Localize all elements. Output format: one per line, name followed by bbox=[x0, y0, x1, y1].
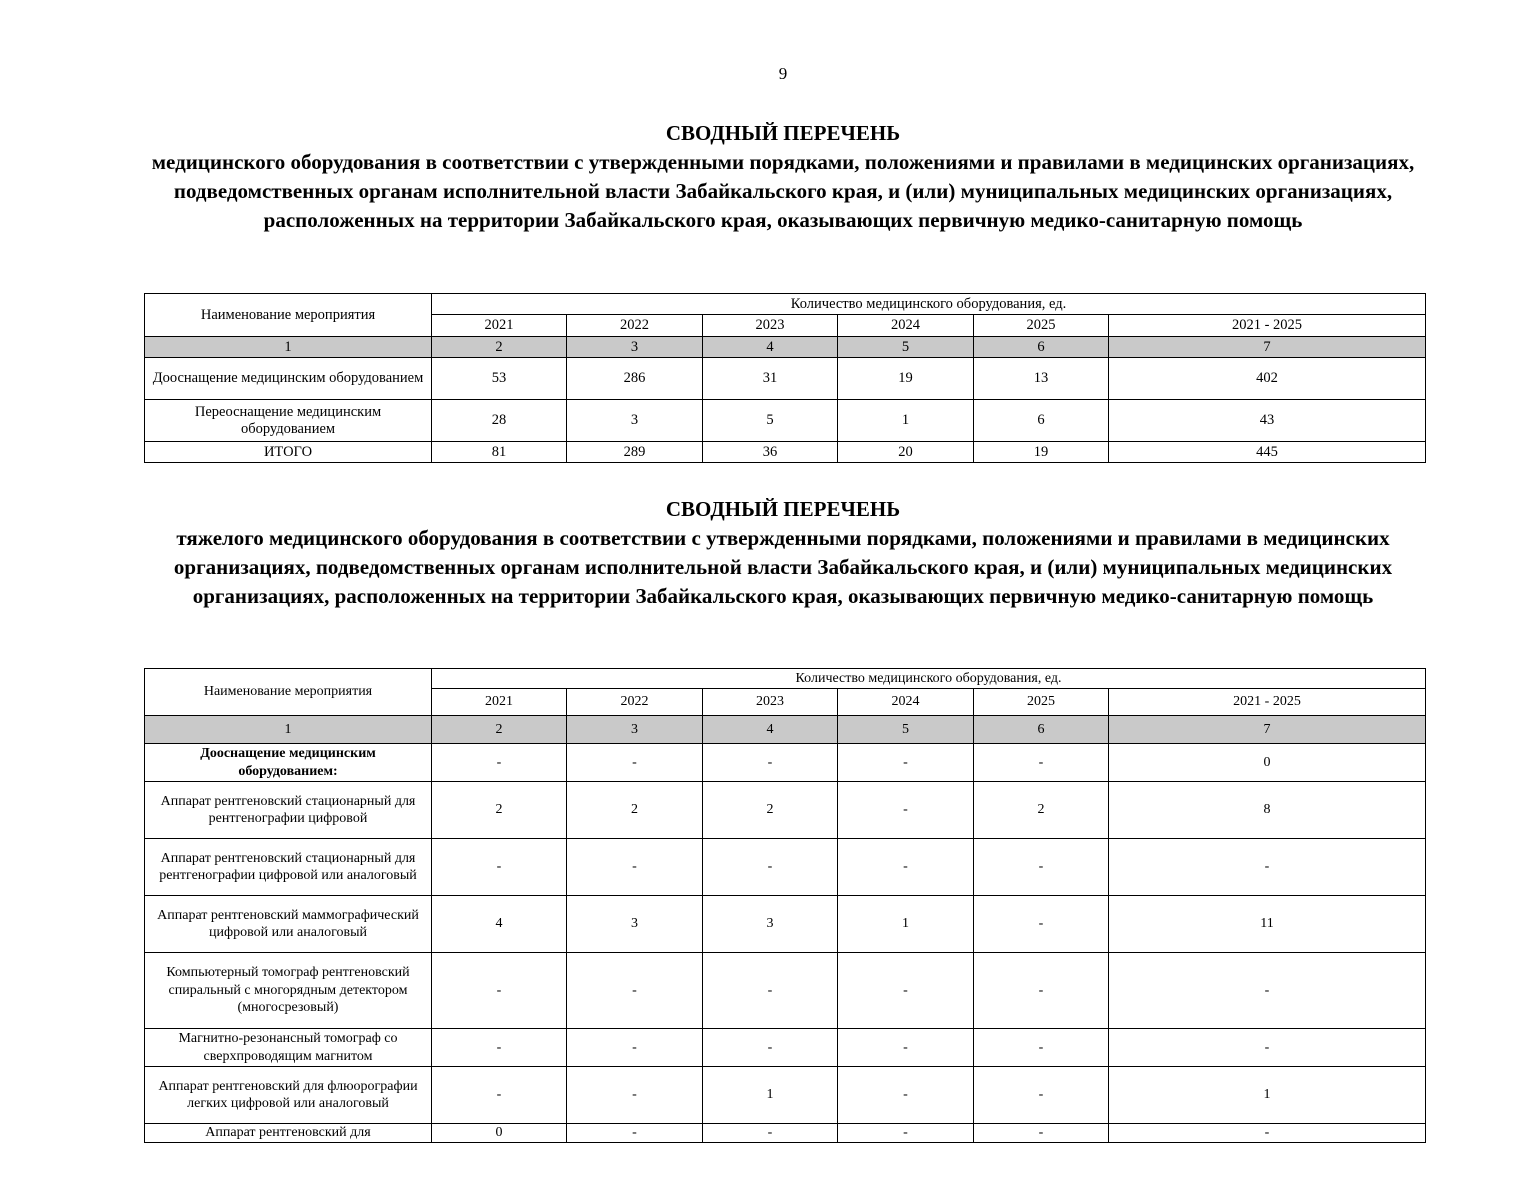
row-name: Аппарат рентгеновский для bbox=[145, 1124, 432, 1143]
year-header: 2021 bbox=[432, 315, 567, 337]
section-1-subtitle: медицинского оборудования в соответствии с утвержденными порядками, положениями и правилами в медицинских организациях, подведомственных органам исполнительной власти Забайкальского края, и (или) муниципальных медицинских организациях, расположенных на территории Забайкальского края, оказывающих первичную медико-санитарную помощь bbox=[151, 150, 1415, 232]
column-number: 5 bbox=[838, 337, 974, 358]
cell-value: 53 bbox=[432, 358, 567, 400]
row-name: Дооснащение медицинским оборудованием bbox=[145, 358, 432, 400]
column-number-row bbox=[145, 337, 1426, 358]
cell-value: 1 bbox=[1109, 1067, 1426, 1124]
cell-value: - bbox=[567, 1029, 703, 1067]
column-number: 6 bbox=[974, 337, 1109, 358]
cell-value: - bbox=[838, 839, 974, 896]
year-header: 2022 bbox=[567, 315, 703, 337]
cell-value: - bbox=[567, 953, 703, 1029]
cell-value: 2 bbox=[703, 782, 838, 839]
cell-value: 1 bbox=[838, 896, 974, 953]
year-header: 2024 bbox=[838, 315, 974, 337]
cell-value: 81 bbox=[432, 442, 567, 463]
column-number: 7 bbox=[1109, 716, 1426, 744]
row-name: Дооснащение медицинским оборудованием: bbox=[145, 744, 432, 782]
column-number: 6 bbox=[974, 716, 1109, 744]
cell-value: - bbox=[432, 1029, 567, 1067]
cell-value: 3 bbox=[567, 400, 703, 442]
cell-value: 4 bbox=[432, 896, 567, 953]
cell-value: 19 bbox=[974, 442, 1109, 463]
name-column-header: Наименование мероприятия bbox=[145, 294, 432, 337]
cell-value: 8 bbox=[1109, 782, 1426, 839]
table-total-row bbox=[145, 442, 1426, 463]
cell-value: - bbox=[838, 1124, 974, 1143]
cell-value: - bbox=[567, 1067, 703, 1124]
column-number: 2 bbox=[432, 716, 567, 744]
cell-value: 445 bbox=[1109, 442, 1426, 463]
table-header-row bbox=[145, 669, 1426, 689]
cell-value: - bbox=[974, 953, 1109, 1029]
cell-value: - bbox=[432, 744, 567, 782]
cell-value: 1 bbox=[703, 1067, 838, 1124]
cell-value: - bbox=[432, 1067, 567, 1124]
cell-value: - bbox=[1109, 1029, 1426, 1067]
year-header: 2024 bbox=[838, 689, 974, 716]
cell-value: 43 bbox=[1109, 400, 1426, 442]
cell-value: 2 bbox=[974, 782, 1109, 839]
equipment-summary-table bbox=[144, 293, 1426, 463]
year-header: 2021 - 2025 bbox=[1109, 689, 1426, 716]
row-name: Аппарат рентгеновский стационарный для рентгенографии цифровой или аналоговый bbox=[145, 839, 432, 896]
table-row bbox=[145, 1029, 1426, 1067]
cell-value: 11 bbox=[1109, 896, 1426, 953]
cell-value: 5 bbox=[703, 400, 838, 442]
table-row bbox=[145, 744, 1426, 782]
cell-value: 0 bbox=[432, 1124, 567, 1143]
column-number: 3 bbox=[567, 716, 703, 744]
cell-value: 31 bbox=[703, 358, 838, 400]
row-name: Магнитно-резонансный томограф со сверхпроводящим магнитом bbox=[145, 1029, 432, 1067]
cell-value: 19 bbox=[838, 358, 974, 400]
column-number: 2 bbox=[432, 337, 567, 358]
year-header: 2025 bbox=[974, 315, 1109, 337]
cell-value: - bbox=[838, 744, 974, 782]
cell-value: - bbox=[838, 1029, 974, 1067]
year-header: 2021 bbox=[432, 689, 567, 716]
cell-value: - bbox=[703, 1124, 838, 1143]
table-header-row bbox=[145, 294, 1426, 315]
cell-value: 6 bbox=[974, 400, 1109, 442]
cell-value: - bbox=[703, 839, 838, 896]
cell-value: - bbox=[432, 839, 567, 896]
cell-value: - bbox=[974, 1067, 1109, 1124]
table-row bbox=[145, 358, 1426, 400]
cell-value: 13 bbox=[974, 358, 1109, 400]
column-number: 4 bbox=[703, 337, 838, 358]
table-row bbox=[145, 1124, 1426, 1143]
cell-value: - bbox=[567, 744, 703, 782]
column-number: 5 bbox=[838, 716, 974, 744]
row-name: Аппарат рентгеновский маммографический цифровой или аналоговый bbox=[145, 896, 432, 953]
row-name: ИТОГО bbox=[145, 442, 432, 463]
row-name: Переоснащение медицинским оборудованием bbox=[145, 400, 432, 442]
row-name: Аппарат рентгеновский для флюорографии легких цифровой или аналоговый bbox=[145, 1067, 432, 1124]
column-number: 3 bbox=[567, 337, 703, 358]
cell-value: 402 bbox=[1109, 358, 1426, 400]
section-2-title: СВОДНЫЙ ПЕРЕЧЕНЬ bbox=[665, 497, 901, 521]
cell-value: - bbox=[567, 839, 703, 896]
cell-value: - bbox=[1109, 1124, 1426, 1143]
cell-value: - bbox=[703, 744, 838, 782]
section-1-heading bbox=[150, 119, 1416, 235]
cell-value: 3 bbox=[703, 896, 838, 953]
cell-value: - bbox=[432, 953, 567, 1029]
heavy-equipment-summary-table bbox=[144, 668, 1426, 1143]
cell-value: - bbox=[1109, 953, 1426, 1029]
table-row bbox=[145, 782, 1426, 839]
column-number: 7 bbox=[1109, 337, 1426, 358]
quantity-header: Количество медицинского оборудования, ед. bbox=[432, 669, 1426, 689]
cell-value: 2 bbox=[432, 782, 567, 839]
cell-value: - bbox=[1109, 839, 1426, 896]
row-name: Аппарат рентгеновский стационарный для рентгенографии цифровой bbox=[145, 782, 432, 839]
year-header: 2023 bbox=[703, 689, 838, 716]
column-number-row bbox=[145, 716, 1426, 744]
cell-value: 28 bbox=[432, 400, 567, 442]
table-row bbox=[145, 896, 1426, 953]
section-1-title: СВОДНЫЙ ПЕРЕЧЕНЬ bbox=[665, 121, 901, 145]
section-2-heading bbox=[150, 495, 1416, 611]
row-name: Компьютерный томограф рентгеновский спиральный с многорядным детектором (многосрезовый) bbox=[145, 953, 432, 1029]
table-row bbox=[145, 953, 1426, 1029]
cell-value: 3 bbox=[567, 896, 703, 953]
cell-value: - bbox=[974, 896, 1109, 953]
cell-value: 286 bbox=[567, 358, 703, 400]
cell-value: - bbox=[974, 744, 1109, 782]
cell-value: 36 bbox=[703, 442, 838, 463]
name-column-header: Наименование мероприятия bbox=[145, 669, 432, 716]
section-2-subtitle: тяжелого медицинского оборудования в соответствии с утвержденными порядками, положениями и правилами в медицинских организациях, подведомственных органам исполнительной власти Забайкальского края, и (или) муниципальных медицинских организациях, расположенных на территории Забайкальского края, оказывающих первичную медико-санитарную помощь bbox=[173, 526, 1393, 608]
cell-value: 0 bbox=[1109, 744, 1426, 782]
page-number: 9 bbox=[778, 64, 788, 83]
cell-value: - bbox=[703, 953, 838, 1029]
cell-value: - bbox=[838, 782, 974, 839]
cell-value: - bbox=[974, 1124, 1109, 1143]
cell-value: 2 bbox=[567, 782, 703, 839]
cell-value: 20 bbox=[838, 442, 974, 463]
quantity-header: Количество медицинского оборудования, ед. bbox=[432, 294, 1426, 315]
cell-value: - bbox=[703, 1029, 838, 1067]
cell-value: - bbox=[974, 1029, 1109, 1067]
cell-value: - bbox=[838, 1067, 974, 1124]
cell-value: 1 bbox=[838, 400, 974, 442]
table-row bbox=[145, 400, 1426, 442]
column-number: 1 bbox=[145, 337, 432, 358]
cell-value: - bbox=[974, 839, 1109, 896]
column-number: 1 bbox=[145, 716, 432, 744]
cell-value: 289 bbox=[567, 442, 703, 463]
year-header: 2023 bbox=[703, 315, 838, 337]
year-header: 2021 - 2025 bbox=[1109, 315, 1426, 337]
cell-value: - bbox=[838, 953, 974, 1029]
table-row bbox=[145, 839, 1426, 896]
year-header: 2025 bbox=[974, 689, 1109, 716]
table-row bbox=[145, 1067, 1426, 1124]
column-number: 4 bbox=[703, 716, 838, 744]
year-header: 2022 bbox=[567, 689, 703, 716]
cell-value: - bbox=[567, 1124, 703, 1143]
